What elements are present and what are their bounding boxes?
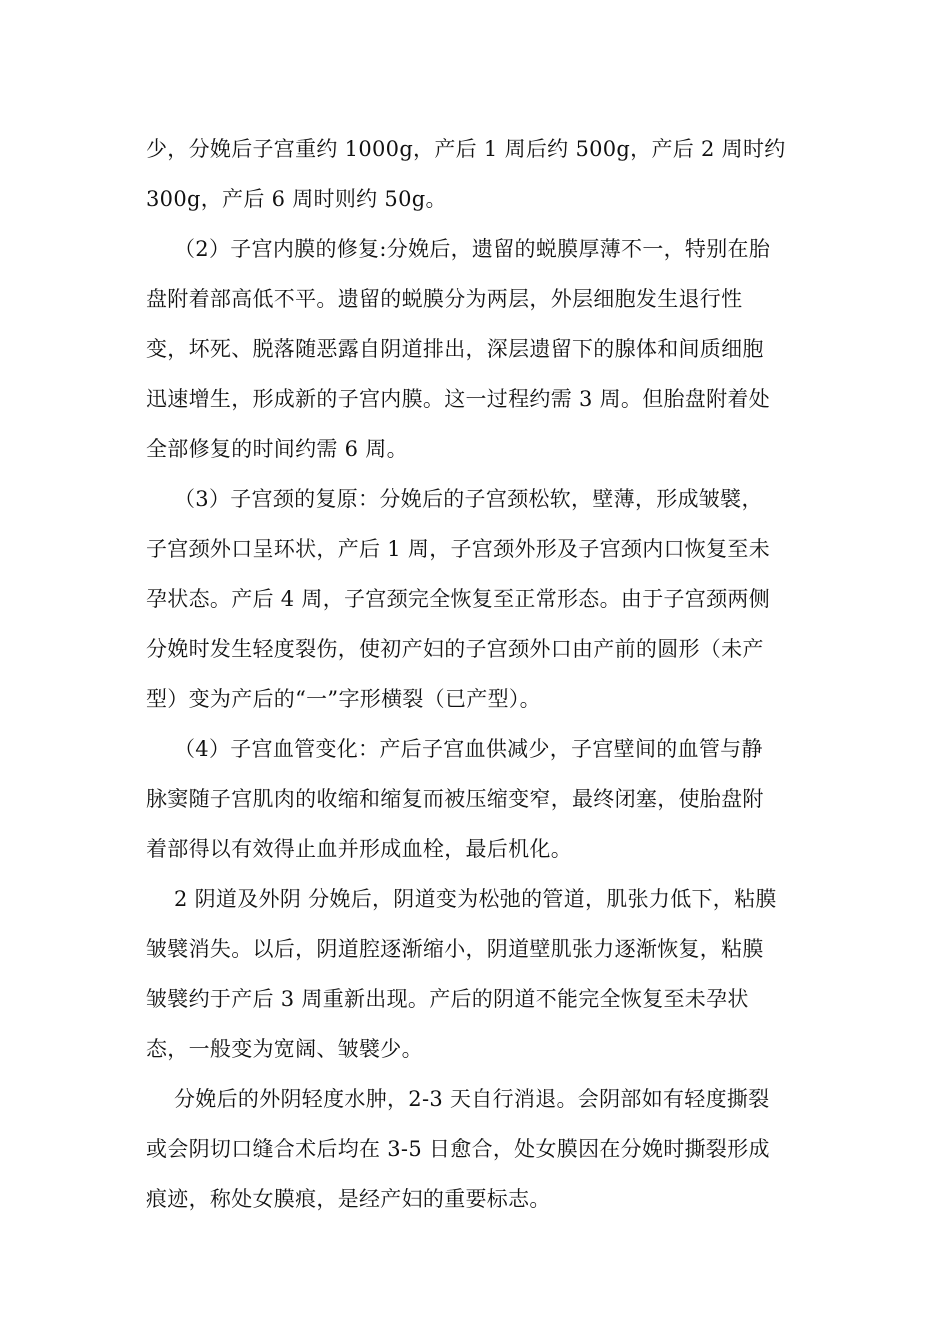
paragraph-uterine-vessels	[146, 724, 806, 874]
text-line: 全部修复的时间约需 6 周。	[146, 437, 408, 461]
text-line: （4）子宫血管变化：产后子宫血供减少，子宫壁间的血管与静	[174, 737, 763, 761]
text-line: 皱襞消失。以后，阴道腔逐渐缩小，阴道壁肌张力逐渐恢复，粘膜	[146, 937, 764, 961]
text-line: 孕状态。产后 4 周，子宫颈完全恢复至正常形态。由于子宫颈两侧	[146, 587, 771, 611]
text-line: 着部得以有效得止血并形成血栓，最后机化。	[146, 837, 572, 861]
text-line: 迅速增生，形成新的子宫内膜。这一过程约需 3 周。但胎盘附着处	[146, 387, 771, 411]
text-line: 脉窦随子宫肌肉的收缩和缩复而被压缩变窄，最终闭塞，使胎盘附	[146, 787, 764, 811]
paragraph-cervix-recovery	[146, 474, 806, 724]
paragraph-vagina-vulva	[146, 874, 806, 1074]
document-body	[146, 124, 806, 1224]
text-line: 2 阴道及外阴 分娩后，阴道变为松弛的管道，肌张力低下，粘膜	[174, 887, 777, 911]
text-line: 盘附着部高低不平。遗留的蜕膜分为两层，外层细胞发生退行性	[146, 287, 743, 311]
text-line: 300g，产后 6 周时则约 50g。	[146, 187, 447, 211]
paragraph-vulva-edema	[146, 1074, 806, 1224]
text-line: 皱襞约于产后 3 周重新出现。产后的阴道不能完全恢复至未孕状	[146, 987, 749, 1011]
text-line: 或会阴切口缝合术后均在 3-5 日愈合，处女膜因在分娩时撕裂形成	[146, 1137, 770, 1161]
paragraph-endometrium-repair	[146, 224, 806, 474]
text-line: 变，坏死、脱落随恶露自阴道排出，深层遗留下的腺体和间质细胞	[146, 337, 764, 361]
text-line: 分娩时发生轻度裂伤，使初产妇的子宫颈外口由产前的圆形（未产	[146, 637, 764, 661]
text-line: 痕迹，称处女膜痕，是经产妇的重要标志。	[146, 1187, 551, 1211]
text-line: （3）子宫颈的复原：分娩后的子宫颈松软，壁薄，形成皱襞，	[174, 487, 763, 511]
text-line: 少，分娩后子宫重约 1000g，产后 1 周后约 500g，产后 2 周时约	[146, 137, 786, 161]
text-line: 子宫颈外口呈环状，产后 1 周，子宫颈外形及子宫颈内口恢复至未	[146, 537, 771, 561]
text-line: 态，一般变为宽阔、皱襞少。	[146, 1037, 423, 1061]
text-line: 型）变为产后的“一”字形横裂（已产型）。	[146, 687, 541, 711]
text-line: （2）子宫内膜的修复:分娩后，遗留的蜕膜厚薄不一，特别在胎	[174, 237, 771, 261]
paragraph-uterus-weight	[146, 124, 806, 224]
text-line: 分娩后的外阴轻度水肿，2-3 天自行消退。会阴部如有轻度撕裂	[174, 1087, 770, 1111]
